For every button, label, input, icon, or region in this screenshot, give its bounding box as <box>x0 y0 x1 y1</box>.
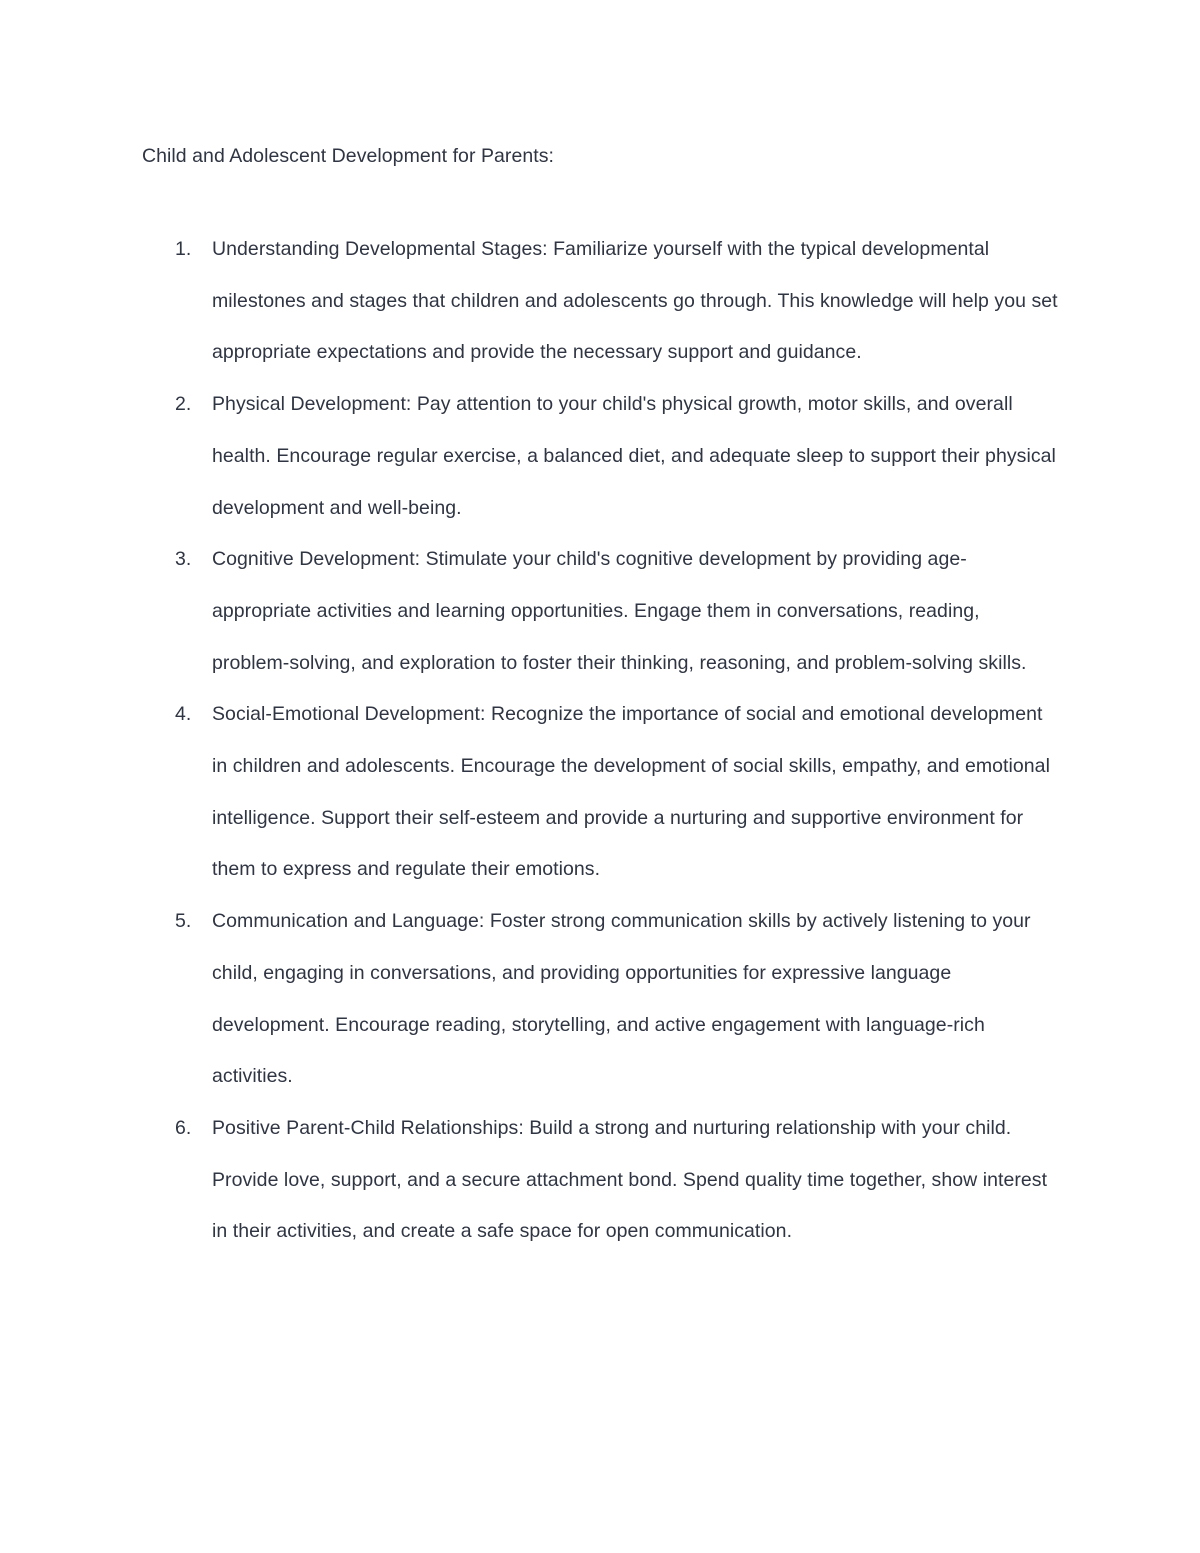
list-item-number: 6. <box>175 1116 192 1139</box>
list-item-number: 1. <box>175 238 192 260</box>
document-title: Child and Adolescent Development for Parents: <box>142 145 554 167</box>
list-item-text: Social-Emotional Development: Recognize the importance of social and emotional development in children and adolescents. Encourage the development of social skills, empathy, and emotional intelligence. Support their self-esteem and provide a nurturing and supportive environment for them to express and regulate their emotions. <box>212 703 1050 881</box>
list-item-number: 2. <box>175 393 192 416</box>
list-item <box>0 224 1200 379</box>
list-item-number: 3. <box>175 548 192 571</box>
list-item-number: 5. <box>175 910 192 933</box>
list-item-number: 4. <box>175 703 192 726</box>
list-item-text: Physical Development: Pay attention to your child's physical growth, motor skills, and overall health. Encourage regular exercise, a balanced diet, and adequate sleep to support their physical development and well-being. <box>212 393 1056 519</box>
list-item <box>0 1103 1200 1258</box>
list-item-text: Positive Parent-Child Relationships: Build a strong and nurturing relationship with your child. Provide love, support, and a secure attachment bond. Spend quality time together, show interest in their activities, and create a safe space for open communication. <box>212 1116 1048 1243</box>
numbered-list <box>0 224 1200 1258</box>
list-item <box>0 379 1200 534</box>
list-item-text: Communication and Language: Foster strong communication skills by actively listening to your child, engaging in conversations, and providing opportunities for expressive language development. Encourage reading, storytelling, and active engagement with language-rich activities. <box>212 910 1031 1088</box>
list-item <box>0 896 1200 1103</box>
list-item-text: Understanding Developmental Stages: Familiarize yourself with the typical developmental milestones and stages that children and adolescents go through. This knowledge will help you set appropriate expectations and provide the necessary support and guidance. <box>212 238 1058 364</box>
list-item <box>0 534 1200 689</box>
list-item-text: Cognitive Development: Stimulate your child's cognitive development by providing age-appropriate activities and learning opportunities. Engage them in conversations, reading, problem-solving, and exploration to foster their thinking, reasoning, and problem-solving skills. <box>212 548 1027 674</box>
list-item <box>0 689 1200 896</box>
